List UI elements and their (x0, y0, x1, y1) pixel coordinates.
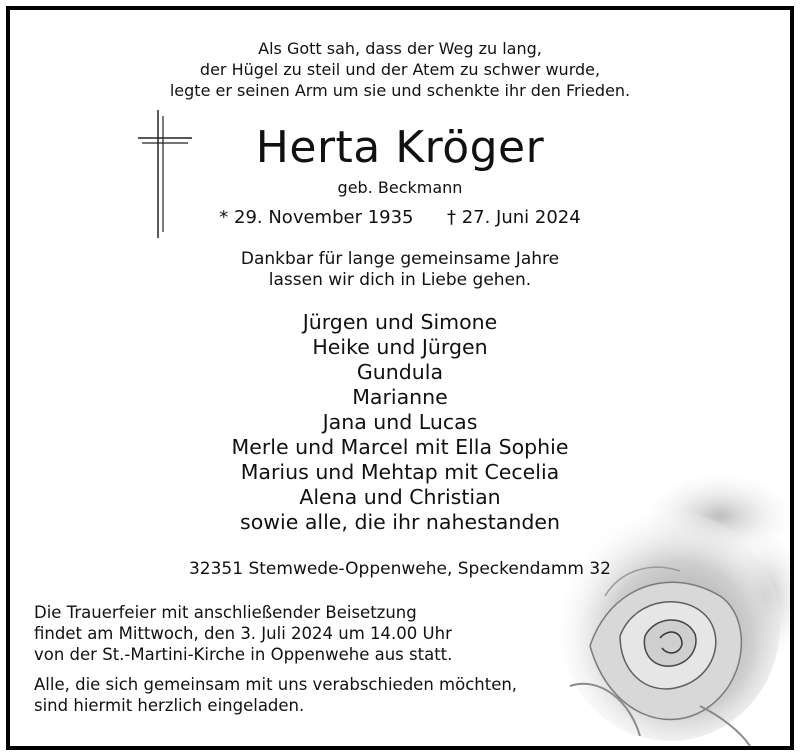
thanks-line-2: lassen wir dich in Liebe gehen. (268, 270, 532, 290)
mourner-line: Heike und Jürgen (312, 335, 488, 359)
obituary-notice (6, 6, 794, 750)
poem-line-2: der Hügel zu steil und der Atem zu schwer wurde, (199, 60, 601, 79)
mourner-line: sowie alle, die ihr nahestanden (240, 510, 560, 534)
invitation-line-2: sind hiermit herzlich eingeladen. (34, 696, 305, 715)
poem-line-1: Als Gott sah, dass der Weg zu lang, (258, 39, 542, 58)
address: 32351 Stemwede-Oppenwehe, Speckendamm 32 (188, 559, 611, 579)
service-line-1: Die Trauerfeier mit anschließender Beisetzung (34, 603, 417, 622)
life-dates (10, 207, 790, 228)
mourner-line: Merle und Marcel mit Ella Sophie (231, 435, 569, 459)
mourner-line: Marius und Mehtap mit Cecelia (240, 460, 560, 484)
service-line-3: von der St.-Martini-Kirche in Oppenwehe aus statt. (34, 645, 453, 664)
mourner-line: Marianne (352, 385, 448, 409)
mourner-line: Gundula (356, 360, 444, 384)
birth-date: * 29. November 1935 (219, 207, 414, 228)
poem-line-3: legte er seinen Arm um sie und schenkte ihr den Frieden. (169, 81, 631, 100)
mourner-line: Alena und Christian (299, 485, 501, 509)
mourner-line: Jana und Lucas (322, 410, 478, 434)
death-date: † 27. Juni 2024 (446, 207, 581, 228)
invitation-line-1: Alle, die sich gemeinsam mit uns verabschieden möchten, (34, 675, 518, 694)
maiden-name: geb. Beckmann (337, 178, 463, 197)
service-line-2: findet am Mittwoch, den 3. Juli 2024 um 14.00 Uhr (34, 624, 452, 643)
mourner-line: Jürgen und Simone (302, 310, 498, 334)
thanks-line-1: Dankbar für lange gemeinsame Jahre (240, 249, 560, 269)
deceased-name: Herta Kröger (255, 122, 545, 173)
